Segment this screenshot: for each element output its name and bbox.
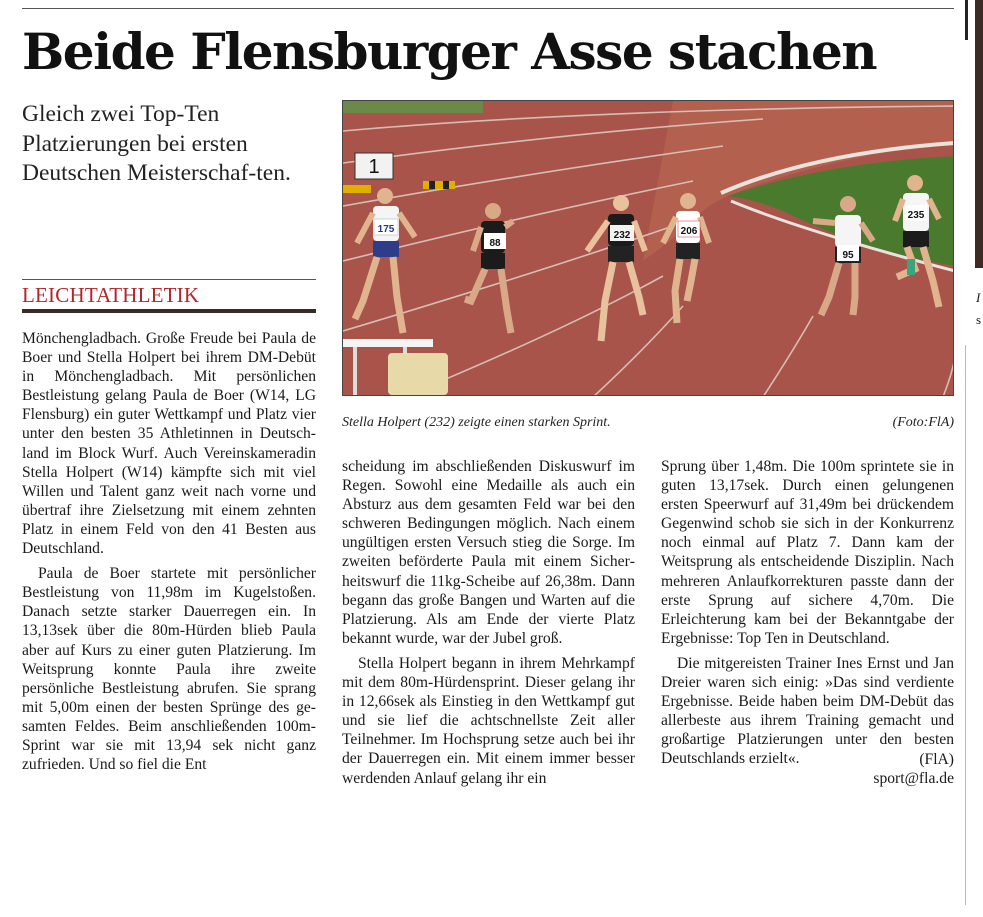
paragraph: scheidung im abschließenden Diskuswurf im Regen. Sowohl eine Medaille als auch ein Absturz aus dem gesamten Feld war bei den schweren Bedingungen möglich. Nach einem ungültigen ersten Versuch stieg die Sorge. Im zweiten beförderte Paula mit einem Sicherheitswurf die 11kg-Scheibe auf 26,38m. Dann begann das große Bangen und Warten auf die Platzierung. Als am Ende der vierte Platz bekannt wurde, war der Jubel groß.	[342, 458, 635, 647]
svg-text:95: 95	[842, 250, 854, 261]
paragraph: Die mitgereisten Trainer Ines Ernst und Jan Dreier waren sich einig: »Das sind verdiente Ergebnisse. Beide haben beim DM-Debüt das allerbeste aus ihrem Training gemacht und großartige Platzierungen unter den besten Deutschlands erzielt«.	[661, 654, 954, 768]
paragraph: Paula de Boer startete mit persönlicher Bestleistung von 11,98m im Kugelstoßen. Danach setzte starker Dauerregen ein. In 13,13sek über die 80m-Hürden blieb Paula aber auf Kurs zu einer guten Platzierung. Im Weitsprung konnte Paula ihre zweite persönliche Bestleistung abrufen. Sie sprang mit 5,00m einen der besten Sprünge des gesamten Feldes. Beim anschließenden 100m-Sprint war sie mit 13,94 sek nicht ganz zufrieden. Und so fiel die Ent	[22, 565, 316, 774]
body-column-2	[342, 457, 635, 788]
contact-email[interactable]: sport@fla.de	[873, 769, 954, 787]
svg-text:235: 235	[907, 210, 925, 221]
neighbor-rule	[965, 0, 968, 40]
photo-credit: (Foto:FlA)	[892, 415, 954, 430]
kicker-label: LEICHTATHLETIK	[22, 283, 200, 307]
paragraph: Mönchengladbach. Große Freude bei Paula de Boer und Stella Holpert bei ihrem DM-Debüt in Mönchengladbach. Mit persönlichen Bestleistung gelang Paula de Boer (W14, LG Flensburg) ein guter Wettkampf und Platz vier unter den besten 35 Athletinnen in Deutschland im Block Wurf. Auch Vereinskameradin Stella Holpert (W14) kämpfte sich mit viel Willen und Talent ganz weit nach vorne und übertraf ihre Zielsetzung mit einem zehnten Platz in einem Feld von den 41 Besten aus Deutschland.	[22, 330, 316, 558]
kicker-bottom-bar	[22, 309, 316, 313]
svg-text:88: 88	[489, 238, 501, 249]
deck-subheadline: Gleich zwei Top-Ten Platzierungen bei ersten Deutschen Meisterschaf-ten.	[22, 101, 291, 186]
neighbor-column-rule	[965, 345, 966, 905]
section-kicker	[22, 279, 316, 313]
paragraph: Sprung über 1,48m. Die 100m sprintete sie in guten 13,17sek. Durch einen gelungenen ersten Speerwurf auf 31,49m bei drückendem Gegenwind schob sie sich in der Konkurrenz noch einmal auf Platz 7. Dann kam der Weitsprung als entscheidende Disziplin. Nach mehreren Anlaufkorrekturen passte dann der erste Sprung auf sichere 4,70m. Die Erleichterung kam bei der Bekanntgabe der Ergebnisse: Top Ten in Deutschland.	[661, 458, 954, 647]
lane-marker	[355, 153, 393, 179]
caption-text: Stella Holpert (232) zeigte einen starken Sprint.	[342, 415, 611, 430]
body-column-1	[22, 329, 316, 774]
headline: Beide Flensburger Asse stachen	[22, 22, 877, 81]
neighbor-photo-edge	[975, 0, 983, 268]
photo-caption	[342, 415, 954, 431]
body-column-3	[661, 457, 954, 788]
race-photo	[342, 100, 954, 396]
top-rule	[22, 8, 954, 9]
svg-text:1: 1	[368, 156, 380, 178]
neighbor-text-fragment: s	[976, 312, 982, 327]
neighbor-text-fragment: I	[976, 290, 981, 305]
svg-text:232: 232	[613, 230, 631, 241]
paragraph: Stella Holpert begann in ihrem Mehrkampf mit dem 80m-Hürdensprint. Dieser gelang ihr in 12,66sek als Einstieg in den Wettkampf gut und sie lief die achtschnellste Zeit aller Teilnehmer. Im Hochsprung setze auch bei ihr der Dauerregen ein. Mit einem immer besser werdenden Anlauf gelang ihr ein	[342, 654, 635, 787]
svg-text:206: 206	[680, 226, 698, 237]
author-initials: (FlA)	[919, 750, 954, 768]
svg-text:175: 175	[377, 224, 395, 235]
